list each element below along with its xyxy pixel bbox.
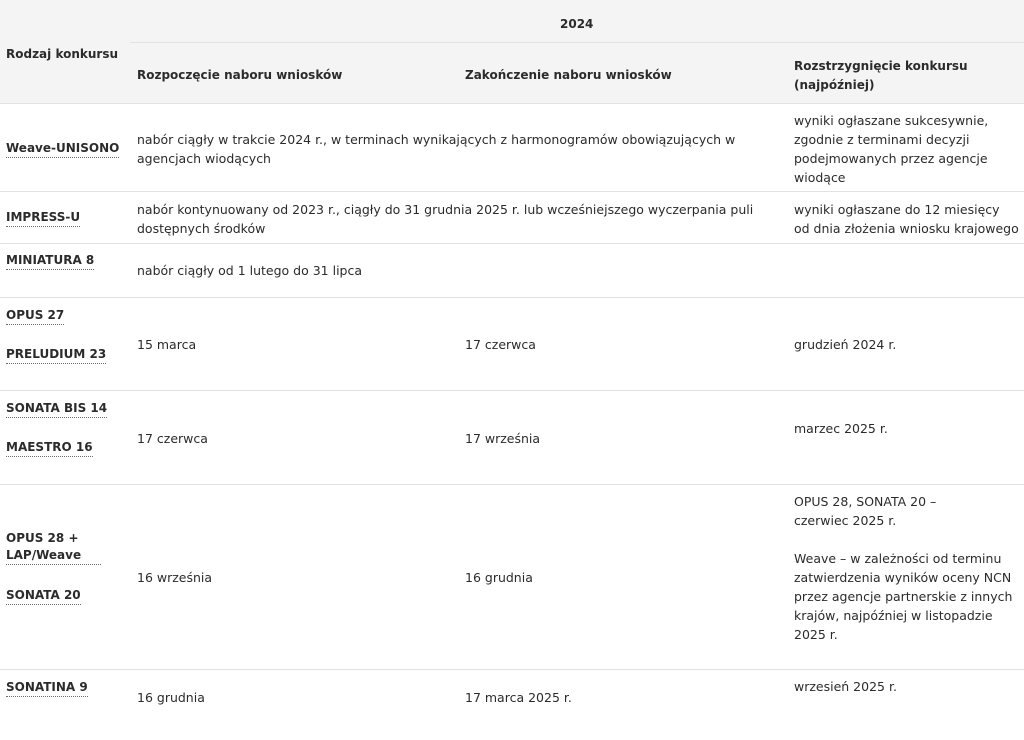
column-header-rodzaj: Rodzaj konkursu	[6, 47, 119, 61]
competition-start: 16 września	[137, 570, 213, 585]
divider	[0, 191, 1024, 192]
competition-name-link[interactable]: OPUS 28 + LAP/Weave	[6, 530, 101, 565]
competition-name-link[interactable]: OPUS 27	[6, 307, 64, 325]
competition-start: 15 marca	[137, 337, 197, 352]
competition-result-note: Weave – w zależności od terminu zatwierdzenia wyników oceny NCN przez agencje partnerskie z innych krajów, najpóźniej w listopadzie 2025 r.	[794, 551, 1013, 642]
competition-name-link[interactable]: SONATA 20	[6, 587, 81, 605]
competition-result: wyniki ogłaszane sukcesywnie, zgodnie z terminami decyzji podejmowanych przez agencje wiodące	[794, 113, 989, 185]
divider	[0, 669, 1024, 670]
competition-result: wyniki ogłaszane do 12 miesięcy od dnia złożenia wniosku krajowego	[794, 202, 1019, 236]
competition-name-link[interactable]: MINIATURA 8	[6, 252, 94, 270]
competition-start: 16 grudnia	[137, 690, 205, 705]
competition-result: grudzień 2024 r.	[794, 337, 897, 352]
competition-period: nabór ciągły w trakcie 2024 r., w terminach wynikających z harmonogramów obowiązujących w agencjach wiodących	[137, 132, 736, 166]
competition-result: wrzesień 2025 r.	[794, 679, 897, 694]
competition-name-link[interactable]: PRELUDIUM 23	[6, 346, 106, 364]
column-header-end: Zakończenie naboru wniosków	[465, 68, 672, 82]
divider	[0, 103, 1024, 104]
competition-name-link[interactable]: IMPRESS-U	[6, 209, 80, 227]
divider	[0, 484, 1024, 485]
competition-name-link[interactable]: SONATINA 9	[6, 679, 88, 697]
divider	[0, 243, 1024, 244]
column-header-result: Rozstrzygnięcie konkursu (najpóźniej)	[794, 59, 968, 92]
column-header-start: Rozpoczęcie naboru wniosków	[137, 68, 343, 82]
divider	[130, 42, 1024, 43]
column-header-year: 2024	[560, 17, 594, 31]
competition-result: marzec 2025 r.	[794, 421, 888, 436]
competition-period: nabór ciągły od 1 lutego do 31 lipca	[137, 263, 363, 278]
competition-result: OPUS 28, SONATA 20 – czerwiec 2025 r.	[794, 494, 937, 528]
competition-name-link[interactable]: SONATA BIS 14	[6, 400, 107, 418]
competition-end: 17 marca 2025 r.	[465, 690, 572, 705]
competition-end: 16 grudnia	[465, 570, 533, 585]
competition-name-link[interactable]: Weave-UNISONO	[6, 140, 119, 158]
competition-start: 17 czerwca	[137, 431, 208, 446]
competition-end: 17 czerwca	[465, 337, 536, 352]
competition-period: nabór kontynuowany od 2023 r., ciągły do 31 grudnia 2025 r. lub wcześniejszego wyczerpania puli dostępnych środków	[137, 202, 754, 236]
competition-end: 17 września	[465, 431, 541, 446]
divider	[0, 297, 1024, 298]
divider	[0, 390, 1024, 391]
competition-name-link[interactable]: MAESTRO 16	[6, 439, 93, 457]
